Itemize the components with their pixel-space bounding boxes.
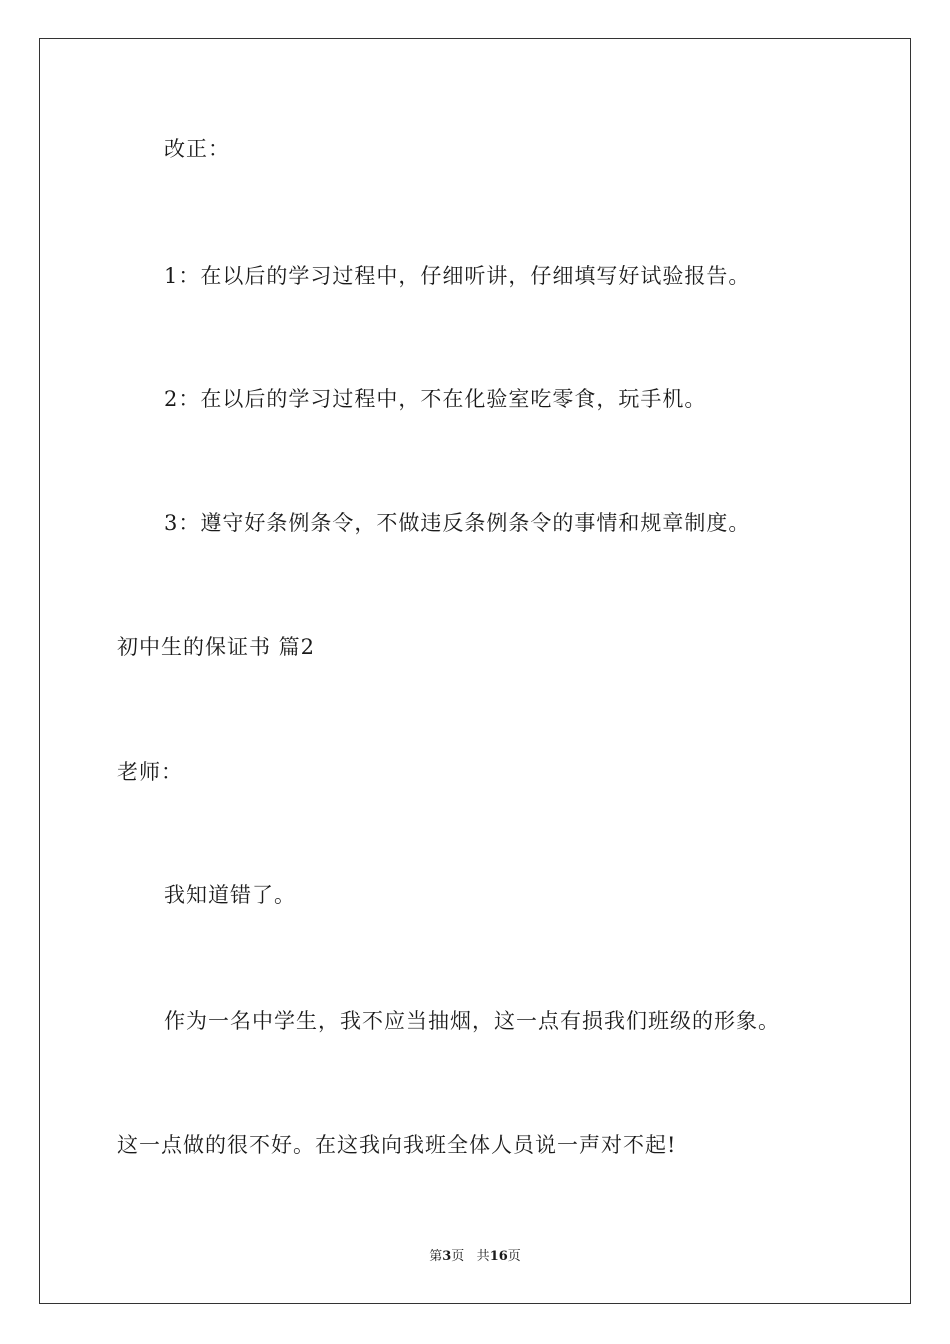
salutation: 老师：	[117, 760, 183, 784]
footer-current-page: 3	[442, 1249, 452, 1264]
footer-total-pages: 16	[489, 1249, 508, 1264]
paragraph-1: 我知道错了。	[164, 883, 296, 907]
footer-total-prefix: 共	[476, 1249, 490, 1264]
footer-prefix: 第	[429, 1249, 443, 1264]
paragraph-3: 这一点做的很不好。在这我向我班全体人员说一声对不起!	[117, 1133, 677, 1157]
correction-item-1: 1：在以后的学习过程中，仔细听讲，仔细填写好试验报告。	[164, 264, 751, 288]
footer-total-suffix: 页	[507, 1249, 521, 1264]
section-title: 初中生的保证书 篇2	[117, 635, 316, 659]
paragraph-2: 作为一名中学生，我不应当抽烟，这一点有损我们班级的形象。	[164, 1009, 780, 1033]
page-footer	[0, 1247, 950, 1267]
correction-item-2: 2：在以后的学习过程中，不在化验室吃零食，玩手机。	[164, 387, 707, 411]
correction-item-3: 3：遵守好条例条令，不做违反条例条令的事情和规章制度。	[164, 511, 751, 535]
correction-heading: 改正：	[164, 137, 230, 161]
page-border	[39, 38, 911, 1304]
footer-page-suffix: 页	[451, 1249, 465, 1264]
